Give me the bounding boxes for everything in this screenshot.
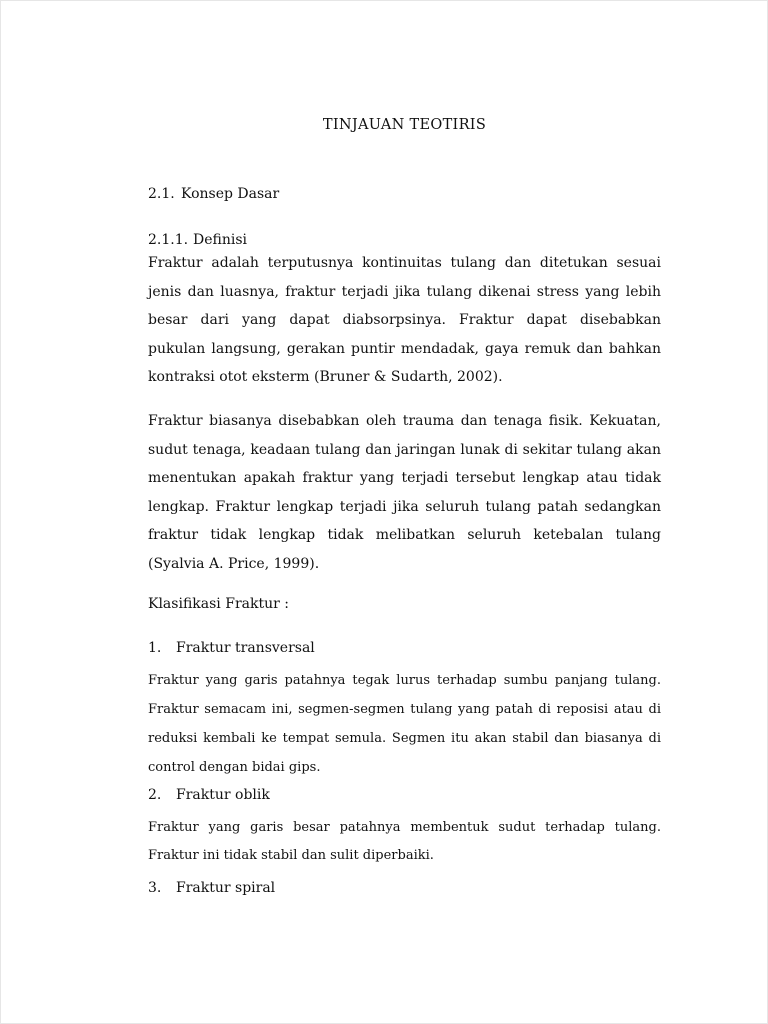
section-heading bbox=[148, 186, 279, 202]
subsection-title: Definisi bbox=[193, 232, 248, 248]
list-item-title: Fraktur spiral bbox=[176, 880, 276, 896]
list-item bbox=[148, 640, 315, 656]
subsection-heading bbox=[148, 232, 247, 248]
document-title: TINJAUAN TEOTIRIS bbox=[322, 117, 487, 133]
list-item bbox=[148, 880, 275, 896]
classification-label: Klasifikasi Fraktur : bbox=[148, 596, 289, 612]
list-item-number: 1. bbox=[148, 640, 162, 656]
list-item-title: Fraktur transversal bbox=[176, 640, 315, 656]
list-item-number: 3. bbox=[148, 880, 162, 896]
definition-paragraph: Fraktur adalah terputusnya kontinuitas tulang dan ditetukan sesuai jenis dan luasnya, fraktur terjadi jika tulang dikenai stress yang lebih besar dari yang dapat diabsorpsinya. Fraktur dapat disebabkan pukulan langsung, gerakan puntir mendadak, gaya remuk dan bahkan kontraksi otot eksterm (Bruner & Sudarth, 2002). bbox=[148, 255, 661, 386]
subsection-number: 2.1.1. bbox=[148, 232, 189, 248]
list-item-number: 2. bbox=[148, 787, 162, 803]
cause-paragraph: Fraktur biasanya disebabkan oleh trauma dan tenaga fisik. Kekuatan, sudut tenaga, keadaan tulang dan jaringan lunak di sekitar tulang akan menentukan apakah fraktur yang terjadi tersebut lengkap atau tidak lengkap. Fraktur lengkap terjadi jika seluruh tulang patah sedangkan fraktur tidak lengkap tidak melibatkan seluruh ketebalan tulang (Syalvia A. Price, 1999). bbox=[148, 413, 661, 572]
list-item-description: Fraktur yang garis besar patahnya membentuk sudut terhadap tulang. Fraktur ini tidak stabil dan sulit diperbaiki. bbox=[148, 820, 661, 863]
list-item-title: Fraktur oblik bbox=[176, 787, 270, 803]
list-item-description: Fraktur yang garis patahnya tegak lurus terhadap sumbu panjang tulang. Fraktur semacam ini, segmen-segmen tulang yang patah di reposisi atau di reduksi kembali ke tempat semula. Segmen itu akan stabil dan biasanya di control dengan bidai gips. bbox=[148, 673, 661, 775]
list-item bbox=[148, 787, 270, 803]
section-number: 2.1. bbox=[148, 186, 175, 202]
section-title: Konsep Dasar bbox=[181, 186, 280, 202]
